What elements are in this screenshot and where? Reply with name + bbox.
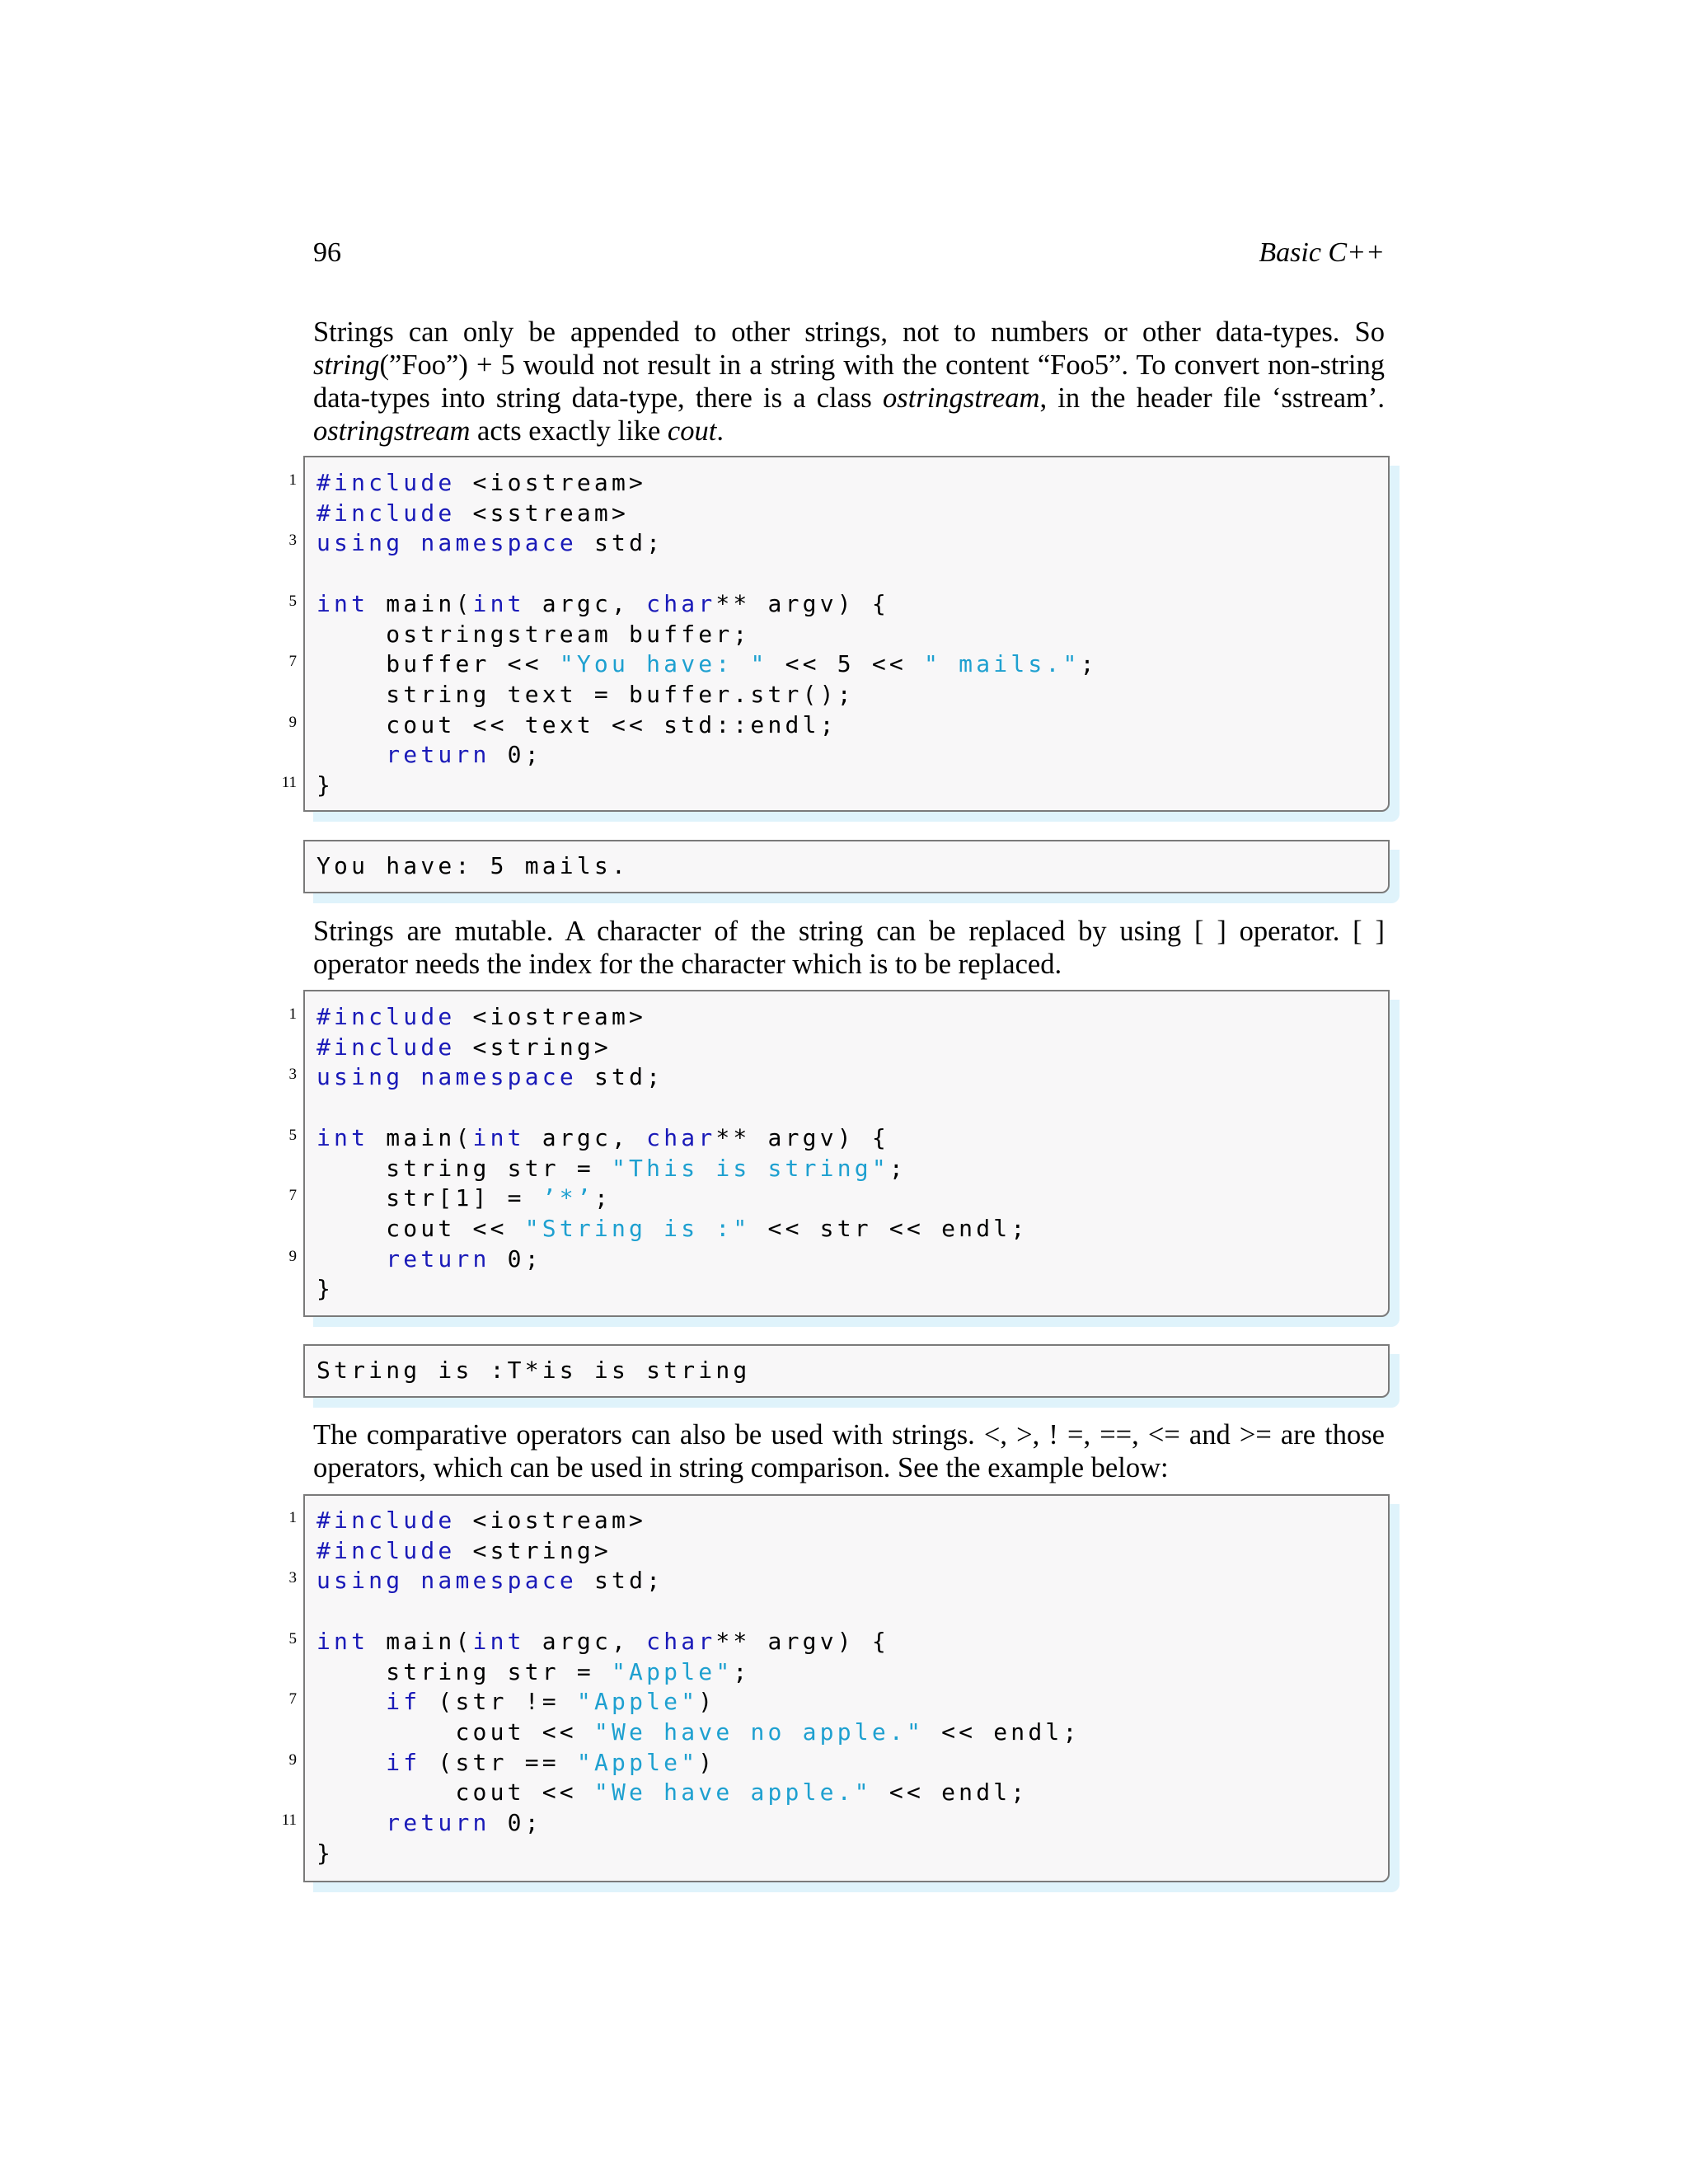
code-text: ) (698, 1748, 716, 1776)
code-text (403, 1063, 420, 1090)
code-text: } (316, 771, 335, 799)
paragraph-string-append: Strings can only be appended to other strings, not to numbers or other data-types. So string(”Foo”) + 5 would not result in a string with the content “Foo5”. To convert non-string data-types into string data-type, there is a class ostringstream, in the header file ‘sstream’. ostringstream acts exactly like cout. (313, 316, 1386, 447)
running-title: Basic C++ (1259, 237, 1385, 268)
code-text: argc, (524, 1123, 647, 1151)
code-line (316, 851, 629, 881)
code-text: ; (733, 1657, 751, 1685)
code-keyword: #include (316, 499, 456, 527)
code-text: argc, (524, 589, 647, 617)
code-keyword: namespace (420, 1567, 577, 1595)
code-line (316, 771, 334, 800)
line-number: 9 (288, 1750, 297, 1769)
code-line (316, 1536, 612, 1566)
line-number: 11 (281, 1811, 297, 1829)
code-keyword: return (386, 1244, 490, 1272)
line-number: 9 (288, 713, 297, 731)
code-keyword: namespace (420, 529, 577, 557)
code-text: 0; (490, 1244, 542, 1272)
code-keyword: char (646, 589, 716, 617)
line-number: 9 (288, 1247, 297, 1265)
paragraph-string-mutable: Strings are mutable. A character of the string can be replaced by using [ ] operator. [ ] operator needs the index for the character which is to be replaced. (313, 916, 1385, 980)
code-text: <iostream> (455, 469, 647, 496)
code-text: (str == (420, 1748, 577, 1776)
code-text: cout << text << std::endl; (316, 710, 837, 738)
code-text: } (316, 1275, 335, 1303)
code-text: ) (698, 1688, 716, 1716)
output-box-string (303, 1344, 1390, 1398)
code-keyword: #include (316, 1507, 456, 1534)
code-text: cout << (316, 1718, 594, 1746)
code-string: ’*’ (542, 1184, 594, 1212)
line-number: 3 (288, 1569, 297, 1587)
code-string: " mails." (924, 650, 1081, 678)
code-line (316, 1033, 612, 1062)
code-line (316, 1062, 663, 1092)
code-text: <string> (455, 1033, 612, 1061)
code-line (316, 1002, 646, 1032)
code-string: "String is :" (524, 1214, 751, 1242)
code-keyword: if (386, 1748, 421, 1776)
code-text: 0; (490, 1809, 542, 1836)
line-number: 7 (288, 1690, 297, 1708)
line-number: 1 (288, 471, 297, 489)
paragraph-comparison-operators: The comparative operators can also be used with strings. <, >, ! =, ==, <= and >= are those operators, which can be used in string comparison. See the example below: (313, 1419, 1385, 1483)
code-string: "Apple" (611, 1657, 734, 1685)
code-text: string text = buffer.str(); (316, 680, 855, 708)
code-text: <iostream> (455, 1507, 647, 1534)
code-text: string str = (316, 1154, 612, 1182)
line-number: 7 (288, 653, 297, 671)
code-keyword: char (646, 1627, 716, 1655)
code-text: ** argv) { (715, 1627, 889, 1655)
code-keyword: int (472, 1123, 525, 1151)
code-string: "Apple" (576, 1748, 699, 1776)
code-keyword: return (386, 1809, 490, 1836)
code-line (316, 528, 663, 558)
code-text (316, 1809, 386, 1836)
line-number: 1 (288, 1509, 297, 1526)
line-number: 5 (288, 1126, 297, 1144)
code-string: "We have no apple." (593, 1718, 925, 1746)
code-text: String is :T*is is string (316, 1357, 751, 1384)
code-text: } (316, 1839, 335, 1867)
code-keyword: char (646, 1123, 716, 1151)
code-line (316, 1506, 646, 1535)
code-text: << endl; (871, 1779, 1029, 1807)
code-text (316, 1245, 386, 1272)
code-text: 0; (490, 741, 542, 769)
code-keyword: if (386, 1688, 421, 1716)
page-header (313, 237, 1385, 274)
code-line (316, 589, 889, 619)
code-line (316, 1748, 715, 1778)
code-text (403, 529, 420, 556)
line-number: 5 (288, 1629, 297, 1647)
code-line (316, 1214, 1028, 1244)
code-text: You have: 5 mails. (316, 852, 630, 879)
code-string: "You have: " (559, 650, 768, 678)
code-line (316, 1154, 907, 1183)
code-line (316, 1778, 1028, 1807)
code-text: str[1] = (316, 1184, 542, 1212)
code-text: std; (576, 1063, 664, 1091)
code-string: "Apple" (576, 1688, 699, 1716)
code-line (316, 1274, 334, 1304)
code-keyword: #include (316, 1003, 456, 1030)
code-keyword: using (316, 529, 404, 557)
code-line (316, 1657, 750, 1687)
code-string: "We have apple." (593, 1779, 872, 1807)
code-text (316, 1749, 386, 1776)
code-string: "This is string" (611, 1154, 889, 1182)
code-line (316, 499, 629, 528)
code-keyword: int (472, 1627, 525, 1655)
line-number: 11 (281, 774, 297, 791)
code-keyword: int (316, 1627, 369, 1655)
code-text: buffer << (316, 650, 560, 678)
code-line (316, 1356, 750, 1385)
code-text: main( (368, 589, 473, 617)
code-line (316, 740, 542, 770)
line-number: 3 (288, 532, 297, 550)
code-text: (str != (420, 1688, 577, 1716)
code-line (316, 1808, 542, 1838)
code-text: cout << (316, 1214, 525, 1242)
code-text: << str << endl; (750, 1214, 1029, 1242)
code-listing-comparison (303, 1494, 1390, 1882)
code-text: std; (576, 1567, 664, 1595)
code-line (316, 1718, 1081, 1747)
code-line (316, 1123, 889, 1153)
page-number: 96 (313, 237, 341, 268)
line-number: 7 (288, 1187, 297, 1205)
code-keyword: return (386, 741, 490, 769)
code-text: << 5 << (767, 650, 925, 678)
output-box-mails (303, 840, 1390, 893)
code-keyword: namespace (420, 1063, 577, 1091)
code-keyword: using (316, 1567, 404, 1595)
code-text: << endl; (924, 1718, 1081, 1746)
code-keyword: #include (316, 1536, 456, 1564)
code-text: <string> (455, 1536, 612, 1564)
code-text: std; (576, 529, 664, 557)
code-line (316, 1839, 334, 1868)
code-keyword: int (316, 589, 369, 617)
code-text: <sstream> (455, 499, 630, 527)
line-number: 1 (288, 1005, 297, 1023)
code-text: main( (368, 1123, 473, 1151)
code-line (316, 1244, 542, 1274)
code-text (316, 1688, 386, 1715)
code-line (316, 649, 1098, 679)
code-text: <iostream> (455, 1003, 647, 1030)
code-keyword: #include (316, 1033, 456, 1061)
code-keyword: #include (316, 469, 456, 496)
code-text: string str = (316, 1657, 612, 1685)
code-text: ostringstream buffer; (316, 620, 751, 648)
code-line (316, 1566, 663, 1596)
code-text: main( (368, 1627, 473, 1655)
code-text: ; (593, 1184, 612, 1212)
code-keyword: int (472, 589, 525, 617)
code-listing-ostringstream (303, 456, 1390, 812)
code-listing-subscript (303, 990, 1390, 1317)
line-number: 3 (288, 1066, 297, 1084)
code-line (316, 1627, 889, 1657)
code-text: cout << (316, 1779, 594, 1807)
code-text: ; (1080, 650, 1098, 678)
code-line (316, 680, 855, 710)
code-keyword: using (316, 1063, 404, 1091)
code-text: ; (889, 1154, 907, 1182)
code-text: argc, (524, 1627, 647, 1655)
code-text (403, 1567, 420, 1594)
code-text: ** argv) { (715, 589, 889, 617)
code-keyword: int (316, 1123, 369, 1151)
code-text (316, 741, 386, 768)
code-line (316, 710, 837, 740)
code-line (316, 1183, 612, 1213)
code-line (316, 468, 646, 498)
code-text: ** argv) { (715, 1123, 889, 1151)
line-number: 5 (288, 592, 297, 610)
code-line (316, 1687, 715, 1717)
code-line (316, 620, 750, 649)
